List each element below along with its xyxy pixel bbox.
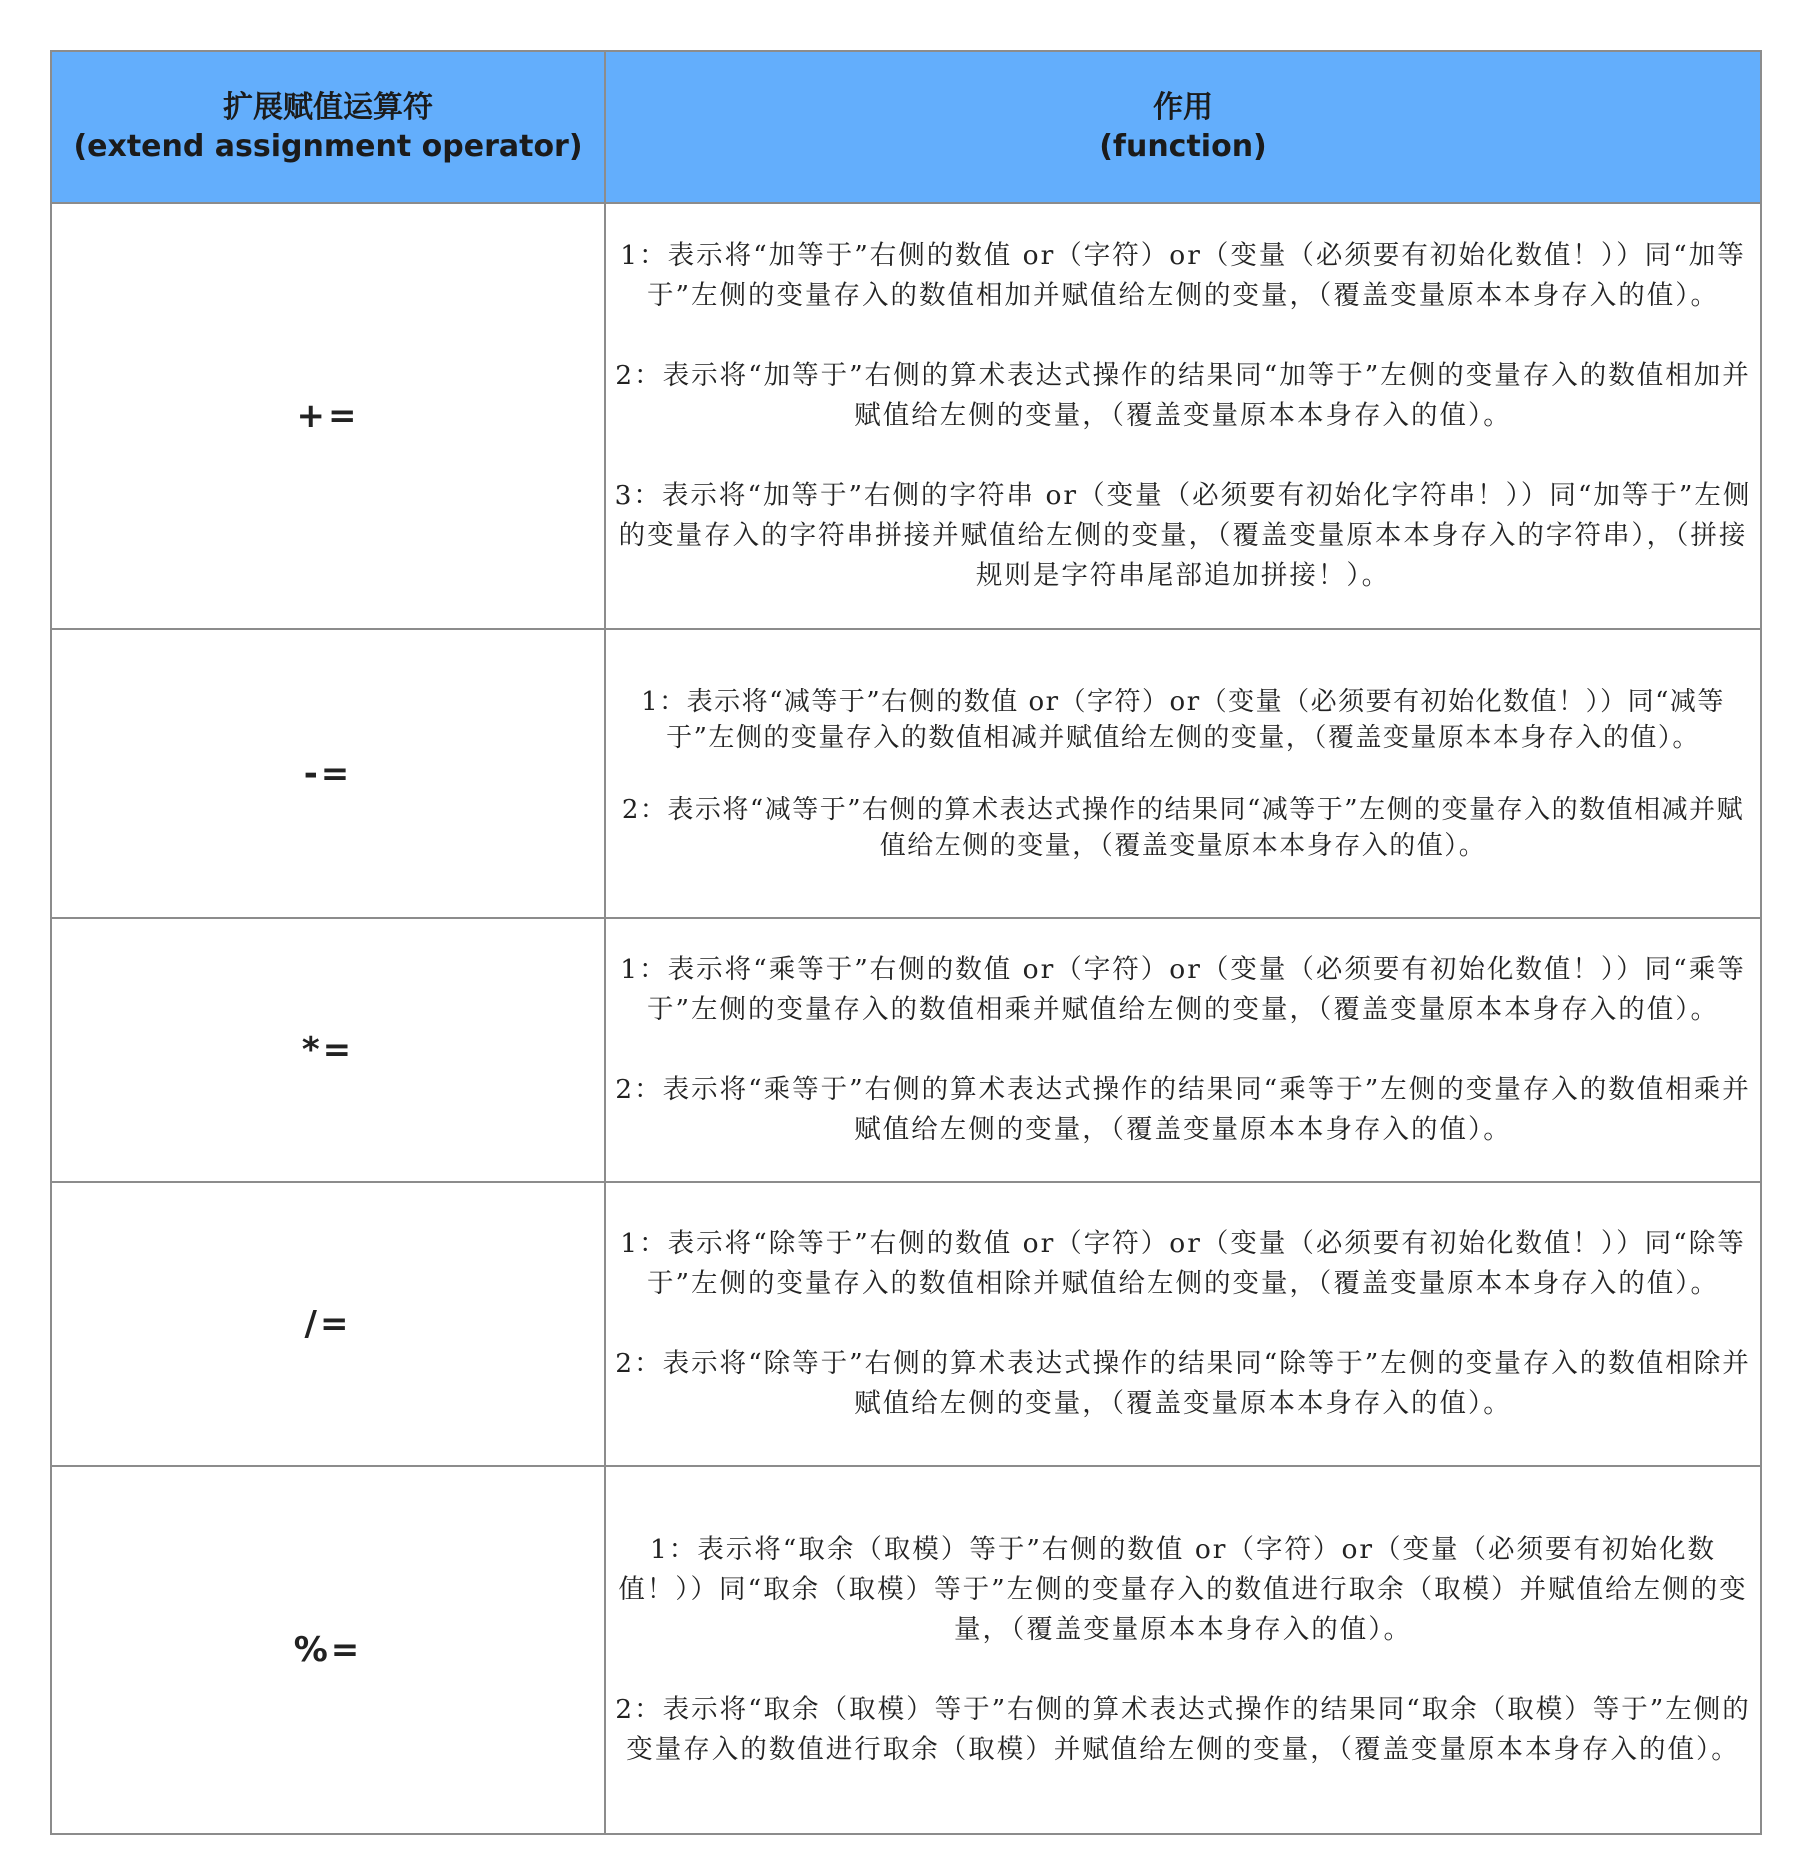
table-header: [51, 51, 1761, 203]
description-paragraph: 1：表示将“加等于”右侧的数值 or（字符）or（变量（必须要有初始化数值！））同“加等于”左侧的变量存入的数值相加并赋值给左侧的变量，（覆盖变量原本本身存入的值）。: [620, 240, 1746, 311]
operator-cell: /=: [51, 1182, 605, 1466]
table-row: [51, 1182, 1761, 1466]
header-row: [51, 51, 1761, 203]
table-row: [51, 629, 1761, 918]
table-row: [51, 1466, 1761, 1834]
operator-cell: %=: [51, 1466, 605, 1834]
description-paragraph: 1：表示将“除等于”右侧的数值 or（字符）or（变量（必须要有初始化数值！））同“除等于”左侧的变量存入的数值相除并赋值给左侧的变量，（覆盖变量原本本身存入的值）。: [620, 1228, 1746, 1299]
description-paragraph: 2：表示将“乘等于”右侧的算术表达式操作的结果同“乘等于”左侧的变量存入的数值相乘并赋值给左侧的变量，（覆盖变量原本本身存入的值）。: [615, 1074, 1751, 1145]
table-body: [51, 203, 1761, 1834]
operator-cell: -=: [51, 629, 605, 918]
table-row: [51, 918, 1761, 1182]
operator-cell: +=: [51, 203, 605, 629]
header-function-subtitle: (function): [1099, 129, 1267, 164]
description-paragraph: 2：表示将“加等于”右侧的算术表达式操作的结果同“加等于”左侧的变量存入的数值相加并赋值给左侧的变量，（覆盖变量原本本身存入的值）。: [615, 360, 1751, 431]
header-operator-subtitle: (extend assignment operator): [73, 129, 583, 164]
function-cell: [605, 918, 1761, 1182]
description-paragraph: 2：表示将“除等于”右侧的算术表达式操作的结果同“除等于”左侧的变量存入的数值相除并赋值给左侧的变量，（覆盖变量原本本身存入的值）。: [615, 1348, 1751, 1419]
header-operator: [51, 51, 605, 203]
description-paragraph: 1：表示将“减等于”右侧的数值 or（字符）or（变量（必须要有初始化数值！））同“减等于”左侧的变量存入的数值相减并赋值给左侧的变量，（覆盖变量原本本身存入的值）。: [641, 686, 1725, 753]
description-paragraph: 2：表示将“取余（取模）等于”右侧的算术表达式操作的结果同“取余（取模）等于”左侧的变量存入的数值进行取余（取模）并赋值给左侧的变量，（覆盖变量原本本身存入的值）。: [615, 1694, 1751, 1765]
description-paragraph: 1：表示将“乘等于”右侧的数值 or（字符）or（变量（必须要有初始化数值！））同“乘等于”左侧的变量存入的数值相乘并赋值给左侧的变量，（覆盖变量原本本身存入的值）。: [620, 954, 1746, 1025]
operator-cell: *=: [51, 918, 605, 1182]
header-operator-title: 扩展赋值运算符: [223, 90, 433, 125]
header-function-title: 作用: [1153, 90, 1213, 125]
description-paragraph: 1：表示将“取余（取模）等于”右侧的数值 or（字符）or（变量（必须要有初始化数值！））同“取余（取模）等于”左侧的变量存入的数值进行取余（取模）并赋值给左侧的变量，（覆盖变量原本本身存入的值）。: [618, 1534, 1748, 1645]
assignment-operator-table: [50, 50, 1762, 1835]
function-cell: [605, 629, 1761, 918]
table-row: [51, 203, 1761, 629]
function-cell: [605, 1182, 1761, 1466]
header-function: [605, 51, 1761, 203]
function-cell: [605, 203, 1761, 629]
description-paragraph: 3：表示将“加等于”右侧的字符串 or（变量（必须要有初始化字符串！））同“加等于”左侧的变量存入的字符串拼接并赋值给左侧的变量，（覆盖变量原本本身存入的字符串），（拼接规则是字符串尾部追加拼接！）。: [614, 480, 1752, 591]
function-cell: [605, 1466, 1761, 1834]
description-paragraph: 2：表示将“减等于”右侧的算术表达式操作的结果同“减等于”左侧的变量存入的数值相减并赋值给左侧的变量，（覆盖变量原本本身存入的值）。: [621, 794, 1745, 861]
